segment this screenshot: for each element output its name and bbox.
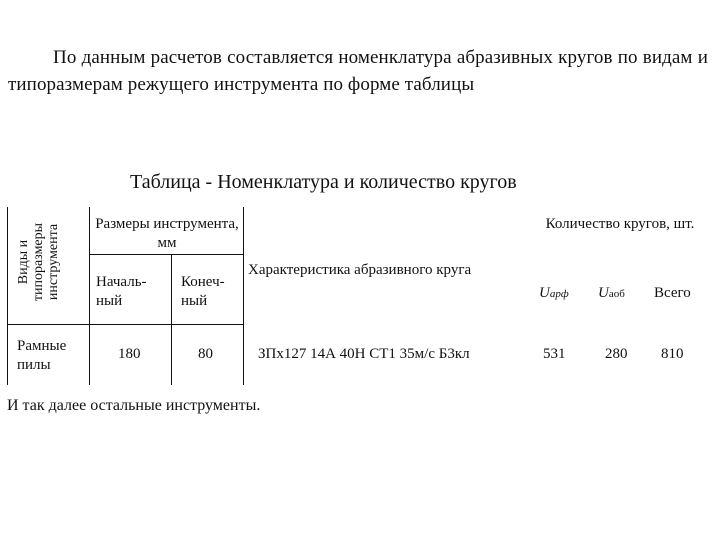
header-tool-types-label: Виды и типоразмеры инструмента (16, 222, 61, 302)
row-total: 810 (661, 346, 684, 362)
header-u-aob (598, 284, 625, 304)
row-characteristic: ЗПх127 14А 40Н СТ1 35м/с Б3кл (258, 346, 470, 362)
header-total: Всего (654, 285, 691, 301)
u-aob-subscript: аоб (608, 288, 625, 300)
header-initial: Началь-ный (96, 274, 147, 309)
table-col-divider-1 (89, 207, 90, 385)
intro-paragraph: По данным расчетов составляется номенклатура абразивных кругов по видам и типоразмерам режущего инструмента по форме таблицы (8, 47, 708, 95)
table-caption: Таблица - Номенклатура и количество кругов (130, 171, 517, 193)
u-arf-letter: U (539, 285, 550, 301)
header-final: Конеч-ный (181, 274, 225, 309)
table-col-divider-2 (243, 207, 244, 385)
header-quantity: Количество кругов, шт. (545, 216, 695, 232)
header-dimensions: Размеры инструмента, мм (95, 216, 239, 251)
table-col-divider-3 (171, 254, 172, 385)
header-characteristic: Характеристика абразивного круга (248, 262, 472, 278)
table-subheader-divider (89, 254, 244, 255)
u-arf-subscript: арф (549, 288, 569, 300)
row-u-arf: 531 (543, 346, 566, 362)
row-tool: Рамные пилы (17, 338, 67, 373)
table-header-divider (7, 324, 244, 325)
table-left-border (7, 207, 8, 385)
row-initial: 180 (118, 346, 141, 362)
header-u-arf (539, 284, 569, 304)
u-aob-letter: U (598, 285, 609, 301)
header-tool-types (16, 206, 61, 318)
row-final: 80 (198, 346, 213, 362)
footer-text: И так далее остальные инструменты. (7, 397, 261, 414)
row-u-aob: 280 (605, 346, 628, 362)
